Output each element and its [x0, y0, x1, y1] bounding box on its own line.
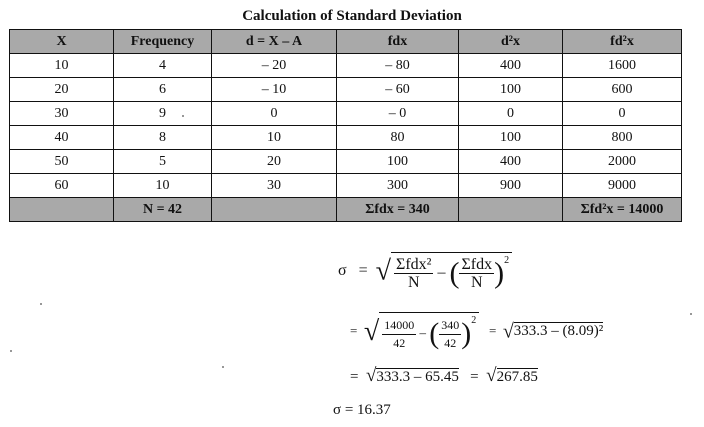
exponent: 2 [471, 315, 477, 326]
table-row [10, 174, 682, 198]
standard-deviation-table [9, 29, 682, 222]
cell-frequency: 10 [114, 174, 212, 198]
cell-deviation: 20 [212, 150, 337, 174]
cell-d2x: 100 [459, 78, 563, 102]
cell-frequency: 8 [114, 126, 212, 150]
denominator: 42 [444, 335, 457, 350]
radicand-value: 333.3 – (8.09)² [513, 323, 604, 340]
header-d2x: d²x [459, 30, 563, 54]
cell-d2x: 400 [459, 150, 563, 174]
cell-frequency: 6 [114, 78, 212, 102]
radicand-value: 267.85 [496, 369, 538, 385]
footer-sum-fd2x: Σfd²x = 14000 [563, 198, 682, 222]
radical-icon: √ [486, 365, 497, 386]
cell-d2x: 100 [459, 126, 563, 150]
minus-sign: – [437, 264, 446, 281]
radical-icon: √ [375, 255, 392, 287]
radicand-value: 333.3 – 65.45 [376, 369, 459, 385]
fraction [459, 256, 494, 291]
equals-sign: = [350, 322, 358, 338]
cell-fdx: 300 [337, 174, 459, 198]
header-fd2x: fd²x [563, 30, 682, 54]
table-row [10, 78, 682, 102]
left-paren-icon: ( [429, 317, 440, 351]
table-row [10, 102, 682, 126]
cell-x: 40 [10, 126, 114, 150]
table-row [10, 54, 682, 78]
cell-deviation: 30 [212, 174, 337, 198]
table-row [10, 126, 682, 150]
cell-fd2x: 0 [563, 102, 682, 126]
cell-fd2x: 2000 [563, 150, 682, 174]
numerator: 340 [439, 317, 461, 335]
footer-cell-empty [10, 198, 114, 222]
minus-sign: – [419, 325, 426, 340]
radical-icon: √ [502, 320, 514, 343]
table-footer-row [10, 198, 682, 222]
sigma-symbol: σ [338, 262, 347, 280]
denominator: N [471, 273, 483, 291]
cell-frequency: 5 [114, 150, 212, 174]
result-line: σ = 16.37 [333, 402, 391, 418]
scan-speck [690, 313, 692, 315]
footer-cell-empty [459, 198, 563, 222]
exponent: 2 [504, 255, 510, 266]
fraction [439, 317, 461, 352]
cell-deviation: 0 [212, 102, 337, 126]
cell-frequency: 9 [114, 102, 212, 126]
scan-speck [182, 115, 184, 117]
cell-deviation: – 10 [212, 78, 337, 102]
equals-sign: = [470, 369, 479, 385]
header-frequency: Frequency [114, 30, 212, 54]
table-row [10, 150, 682, 174]
header-deviation: d = X – A [212, 30, 337, 54]
cell-fdx: – 80 [337, 54, 459, 78]
cell-fdx: 80 [337, 126, 459, 150]
radicand [391, 252, 512, 291]
cell-fdx: – 0 [337, 102, 459, 126]
cell-d2x: 0 [459, 102, 563, 126]
scan-speck [40, 303, 42, 305]
formula-line-2 [350, 312, 603, 352]
cell-x: 60 [10, 174, 114, 198]
cell-fdx: 100 [337, 150, 459, 174]
equals-sign: = [350, 369, 359, 385]
fraction [382, 317, 416, 352]
scan-speck [222, 366, 224, 368]
denominator: 42 [393, 335, 406, 350]
header-fdx: fdx [337, 30, 459, 54]
footer-sum-fdx: Σfdx = 340 [337, 198, 459, 222]
cell-fd2x: 9000 [563, 174, 682, 198]
equals-sign: = [358, 262, 368, 280]
page-title: Calculation of Standard Deviation [242, 8, 462, 24]
footer-cell-empty [212, 198, 337, 222]
formula-line-3 [350, 365, 538, 387]
radical-icon: √ [363, 315, 380, 347]
denominator: N [407, 273, 420, 291]
cell-x: 10 [10, 54, 114, 78]
cell-fd2x: 1600 [563, 54, 682, 78]
radicand [379, 312, 479, 352]
formula-line-1 [338, 252, 512, 291]
numerator: Σfdx [461, 255, 493, 273]
scan-speck [10, 350, 12, 352]
equals-sign: = [488, 322, 497, 338]
radical-icon: √ [365, 365, 377, 386]
numerator: 14000 [382, 317, 416, 335]
cell-fdx: – 60 [337, 78, 459, 102]
cell-fd2x: 600 [563, 78, 682, 102]
left-paren-icon: ( [449, 256, 460, 290]
cell-fd2x: 800 [563, 126, 682, 150]
cell-d2x: 400 [459, 54, 563, 78]
cell-d2x: 900 [459, 174, 563, 198]
cell-deviation: 10 [212, 126, 337, 150]
numerator: Σfdx² [396, 255, 432, 273]
table-header-row [10, 30, 682, 54]
cell-x: 20 [10, 78, 114, 102]
cell-deviation: – 20 [212, 54, 337, 78]
right-paren-icon: ) [461, 317, 472, 351]
cell-frequency: 4 [114, 54, 212, 78]
fraction [394, 256, 433, 291]
right-paren-icon: ) [494, 256, 505, 290]
footer-total-frequency: N = 42 [114, 198, 212, 222]
cell-x: 30 [10, 102, 114, 126]
header-x: X [10, 30, 114, 54]
cell-x: 50 [10, 150, 114, 174]
